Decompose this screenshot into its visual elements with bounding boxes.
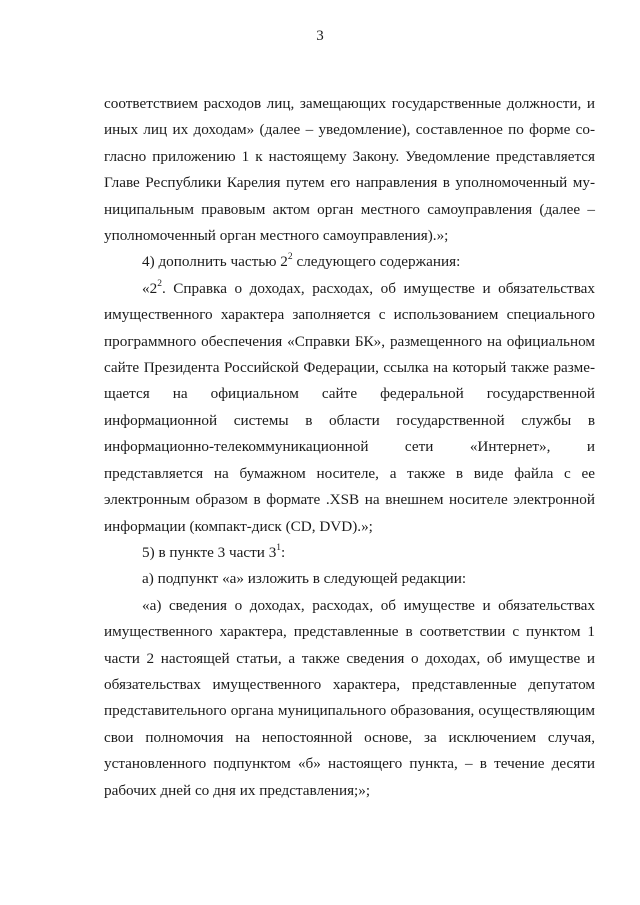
paragraph-part-2-2 (104, 276, 595, 540)
paragraph-item-5 (104, 540, 595, 566)
paragraph-text: «2 (142, 279, 158, 297)
paragraph-text: 4) дополнить частью 2 (142, 253, 288, 271)
paragraph-subitem-a-text: «а) сведения о доходах, расходах, об имуществе и обязательствах имущественного характера, представленные в соответствии с пунктом 1 части 2 настоящей статьи, а также сведения о доходах, об имуществе и обязательствах имущественного характера, представленные депутатом представительного органа муниципального образования, осуществляющим свои полномочия на непостоянной основе, за исключением случая, установленного подпунктом «б» настоящего пункта, – в течение десяти рабочих дней со дня их представления;»; (104, 596, 595, 799)
paragraph-subitem-a: а) подпункт «а» изложить в следующей редакции: (142, 570, 467, 588)
superscript: 2 (157, 278, 162, 289)
paragraph-text: 5) в пункте 3 части 3 (142, 543, 277, 561)
paragraph-item-4 (104, 249, 595, 275)
superscript: 1 (276, 542, 282, 553)
paragraph-text: следующего содержания: (292, 253, 461, 271)
page-number: 3 (316, 28, 324, 44)
superscript: 2 (287, 252, 293, 263)
paragraph-text: . Справка о доходах, расходах, об имуществе и обязательствах имущественного характера заполняется с использованием специального программного обеспечения «Справки БК», размещенного на официальном сайте Президента Российской Федерации, ссылка на который также размещается на официальном сайте федеральной государственной информационной системы в области государственной службы в информационно-телекоммуникационной сети «Интернет», и представляется на бумажном носителе, а также в виде файла с ее электронным образом в формате .XSB на внешнем носителе электронной информации (компакт-диск (CD, DVD).»; (104, 279, 595, 535)
paragraph-text: : (281, 543, 286, 561)
document-body (104, 91, 595, 804)
paragraph-continuation: соответствием расходов лиц, замещающих государственные должности, и иных лиц их доходам» (далее – уведомление), составленное по форме согласно приложению 1 к настоящему Закону. Уведомление представляется Главе Республики Карелия путем его направления в уполномоченный муниципальным правовым актом орган местного самоуправления (далее – уполномоченный орган местного самоуправления).»; (104, 95, 595, 245)
